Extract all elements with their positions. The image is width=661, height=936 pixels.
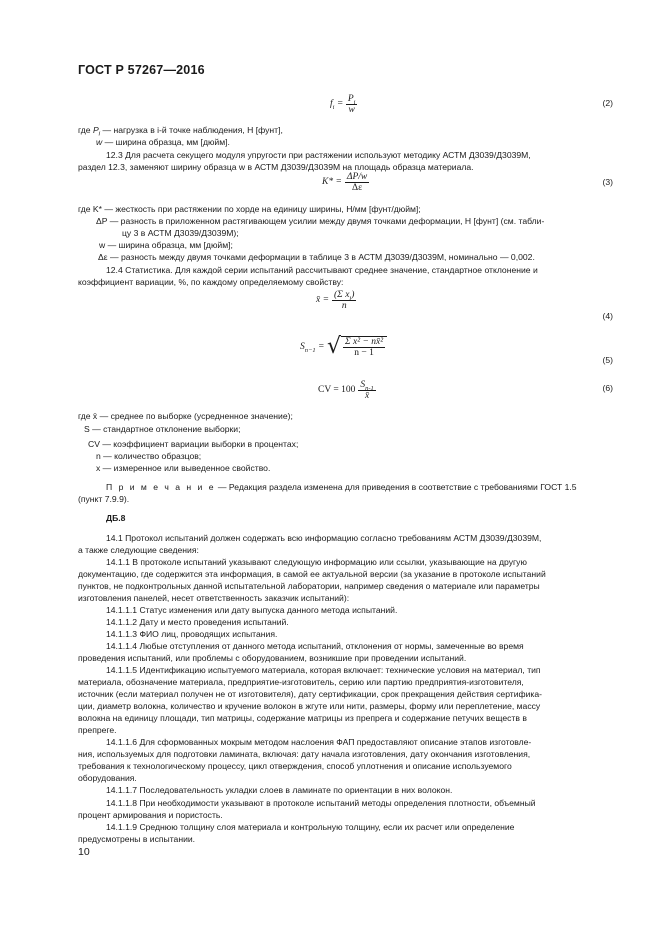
def3-line-2: S — стандартное отклонение выборки; xyxy=(84,424,241,434)
eq5-equals: = xyxy=(318,341,324,352)
def2-line-4: w — ширина образца, мм [дюйм]; xyxy=(99,240,233,250)
equation-3 xyxy=(322,172,369,193)
para-line: 14.1.1.6 Для сформованных мокрым методом наслоения ФАП предоставляют описание этапов изготовле- xyxy=(106,737,532,747)
eq3-fraction: $\frac{\Delta P/w}{\Delta\varepsilon}$ xyxy=(346,172,368,193)
para-12-3-line-1: 12.3 Для расчета секущего модуля упругости при растяжении используют методику АСТМ Д3039/Д3039М, xyxy=(106,150,531,160)
para-line: 14.1.1.5 Идентификацию испытуемого материала, которая включает: технические условия на материал, тип xyxy=(106,665,541,675)
eq2-fraction: $\frac{P_i}{w}$ xyxy=(347,94,356,115)
para-line: 14.1.1.3 ФИО лиц, проводящих испытания. xyxy=(106,629,278,639)
def2-line-3: цу 3 в АСТМ Д3039/Д3039М); xyxy=(122,228,239,238)
para-line: ции, диаметр волокна, количество и кручение волокон в жгуте или нити, размеры, форму или переплетение, массу xyxy=(78,701,541,711)
def-line-w: w — ширина образца, мм [дюйм]. xyxy=(96,137,230,147)
equation-6-number: (6) xyxy=(602,383,613,393)
page-number: 10 xyxy=(78,846,90,858)
eq3-lhs: K* = xyxy=(322,177,342,188)
section-heading: ДБ.8 xyxy=(106,513,126,523)
para-12-4-line-1: 12.4 Статистика. Для каждой серии испытаний рассчитывают среднее значение, стандартное отклонение и xyxy=(106,265,538,275)
def2-line-5: Δε — разность между двумя точками деформации в таблице 3 в АСТМ Д3039/Д3039М, номинально — 0,002. xyxy=(98,252,535,262)
def-line-p: где $P_i$ — нагрузка в i-й точке наблюдения, Н [фунт], xyxy=(78,125,283,138)
eq5-lhs: $S_{n-1}$ xyxy=(300,341,316,354)
para-line: 14.1 Протокол испытаний должен содержать всю информацию согласно требованиям АСТМ Д3039/Д3039М, xyxy=(106,533,542,543)
eq5-sqrt: √ $\frac{\text{Σ x² − nx̄²}}{n - 1}$ xyxy=(327,336,387,358)
para-line: 14.1.1.1 Статус изменения или дату выпуска данного метода испытаний. xyxy=(106,605,398,615)
para-line: 14.1.1.4 Любые отступления от данного метода испытаний, отклонения от нормы, замеченные во время xyxy=(106,641,524,651)
eq4-lhs: x̄ = xyxy=(316,295,330,306)
equation-4 xyxy=(316,290,356,311)
eq6-fraction: $\frac{S_{n-1}}{x̄}$ xyxy=(360,380,374,401)
para-line: препреге. xyxy=(78,725,117,735)
def2-line-1: где K* — жесткость при растяжении по хорде на единицу ширины, Н/мм [фунт/дюйм]; xyxy=(78,204,421,214)
note-line-1: П р и м е ч а н и е — Редакция раздела изменена для приведения в соответствие с требованиями ГОСТ 1.5 xyxy=(106,482,577,492)
eq2-equals: = xyxy=(337,99,343,110)
para-line: а также следующие сведения: xyxy=(78,545,199,555)
equation-4-number: (4) xyxy=(602,311,613,321)
eq6-lhs: CV = 100 xyxy=(318,385,356,396)
def3-line-1: где x̄ — среднее по выборке (усредненное значение); xyxy=(78,411,293,421)
para-line: 14.1.1.2 Дату и место проведения испытаний. xyxy=(106,617,289,627)
eq2-lhs: $f_i$ xyxy=(330,99,335,112)
equation-5 xyxy=(300,336,387,358)
para-line: оборудования. xyxy=(78,773,137,783)
para-line: предусмотрены в испытании. xyxy=(78,834,196,844)
para-line: пунктов, не подконтрольных данной испытательной лаборатории, например сведения о материале или параметры xyxy=(78,581,540,591)
para-line: проведения испытаний, или проблемы с оборудованием, возникшие при проведении испытаний. xyxy=(78,653,467,663)
equation-6 xyxy=(318,380,376,401)
def3-line-3: CV — коэффициент вариации выборки в процентах; xyxy=(88,439,299,449)
note-line-2: (пункт 7.9.9). xyxy=(78,494,130,504)
para-line: документацию, где содержится эта информация, в самой ее актуальной версии (за указание в протоколе испытаний xyxy=(78,569,546,579)
para-12-3-line-2: раздел 12.3, заменяют ширину образца w в АСТМ Д3039/Д3039М на площадь образца материала. xyxy=(78,162,474,172)
equation-2 xyxy=(330,94,357,115)
equation-3-number: (3) xyxy=(602,177,613,187)
def2-line-2: ΔP — разность в приложенном растягивающем усилии между двумя точками деформации, Н [фунт] (см. табли- xyxy=(96,216,545,226)
def3-line-5: x — измеренное или выведенное свойство. xyxy=(96,463,271,473)
page-header: ГОСТ Р 57267—2016 xyxy=(78,63,205,77)
para-line: волокна на единицу площади, тип матрицы, содержание матрицы из препрега и содержание петучих веществ в xyxy=(78,713,527,723)
para-line: процент армирования и пористость. xyxy=(78,810,223,820)
para-line: ния, используемых для подготовки ламината, включая: дату начала изготовления, дату окончания изготовления, xyxy=(78,749,531,759)
para-12-4-line-2: коэффициент вариации, %, по каждому определяемому свойству: xyxy=(78,277,344,287)
para-line: 14.1.1.7 Последовательность укладки слоев в ламинате по ориентации в них волокон. xyxy=(106,785,453,795)
para-line: источник (если материал получен не от изготовителя), дату сертификации, срок прекращения действия сертифика- xyxy=(78,689,542,699)
def3-line-4: n — количество образцов; xyxy=(96,451,202,461)
para-line: 14.1.1.8 При необходимости указывают в протоколе испытаний методы определения плотности, объемный xyxy=(106,798,536,808)
equation-5-number: (5) xyxy=(602,355,613,365)
para-line: материала, обозначение материала, предприятие-изготовитель, серию или партию предприятия-изготовителя, xyxy=(78,677,524,687)
para-line: требования к технологическому процессу, цикл отверждения, способ уплотнения и описание используемого xyxy=(78,761,512,771)
para-line: 14.1.1 В протоколе испытаний указывают следующую информацию или ссылки, указывающие на другую xyxy=(106,557,527,567)
para-line: изготовления панелей, несет ответственность заказчик испытаний): xyxy=(78,593,350,603)
eq4-fraction: $\frac{(\Sigma x_i)}{n}$ xyxy=(334,290,355,311)
equation-2-number: (2) xyxy=(602,98,613,108)
para-line: 14.1.1.9 Среднюю толщину слоя материала и контрольную толщину, если их расчет или определение xyxy=(106,822,515,832)
